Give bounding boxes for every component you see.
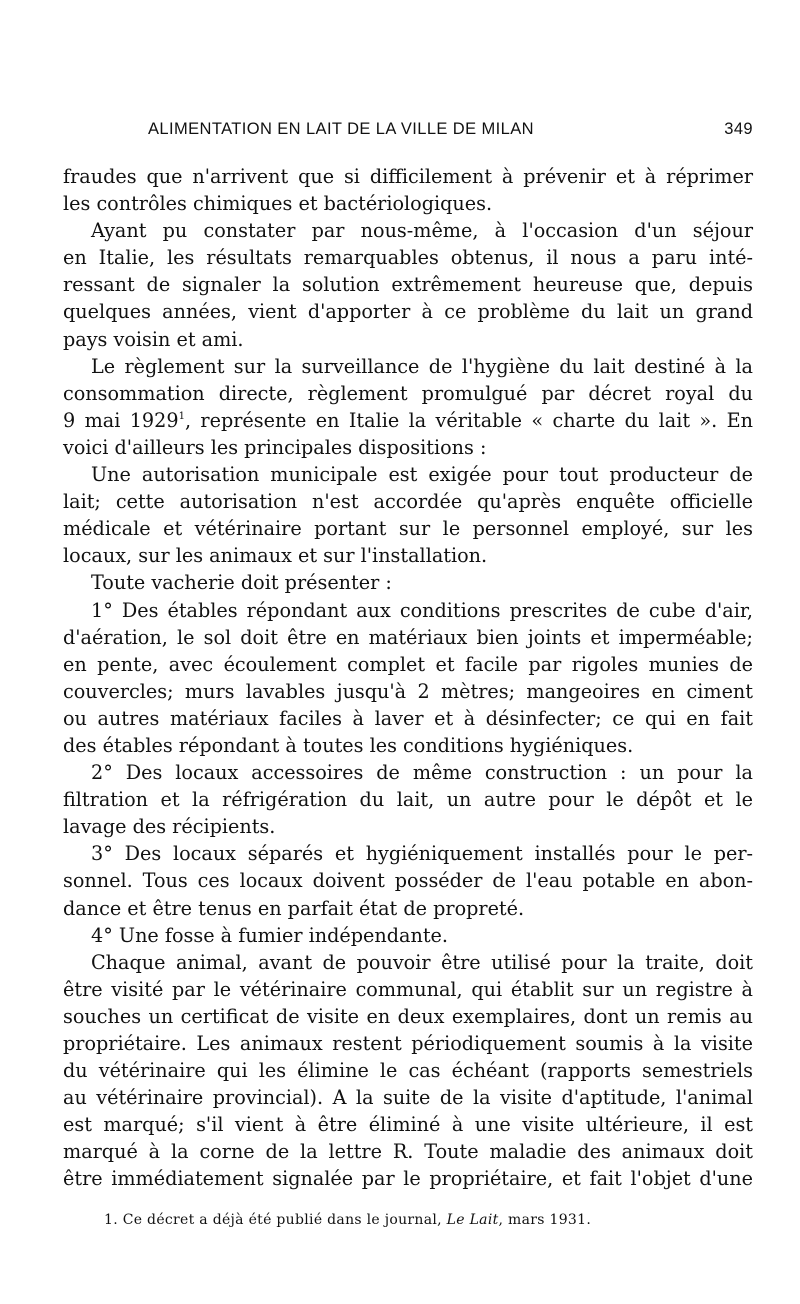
text-line — [63, 759, 753, 786]
text-line — [63, 542, 753, 569]
line-text: Le règlement sur la surveillance de l'hygiène du lait destiné à la — [91, 354, 753, 378]
text-line — [63, 1057, 753, 1084]
line-text: souches un certificat de visite en deux exemplaires, dont un remis au — [63, 1004, 753, 1028]
text-line — [63, 651, 753, 678]
text-line — [63, 949, 753, 976]
line-text: fraudes que n'arrivent que si difficilement à prévenir et à réprimer — [63, 165, 753, 188]
line-text: Ayant pu constater par nous-même, à l'occasion d'un séjour — [91, 219, 753, 243]
text-line — [63, 1003, 753, 1030]
text-line — [63, 976, 753, 1003]
footnote-text: 1. Ce décret a déjà été publié dans le journal, — [104, 1212, 447, 1228]
line-text: les contrôles chimiques et bactériologiques. — [63, 192, 493, 216]
text-line — [63, 705, 753, 732]
line-text: du vétérinaire qui les élimine le cas échéant (rapports semestriels — [63, 1059, 753, 1083]
text-line — [63, 244, 753, 271]
text-line — [63, 678, 753, 705]
text-line — [63, 298, 753, 325]
line-text: en Italie, les résultats remarquables obtenus, il nous a paru inté- — [63, 246, 753, 270]
line-text: être immédiatement signalée par le propriétaire, et fait l'objet d'une — [63, 1167, 753, 1191]
line-text: pays voisin et ami. — [63, 327, 244, 351]
line-text: sonnel. Tous ces locaux doivent posséder de l'eau potable en abon- — [63, 869, 753, 893]
text-line — [63, 461, 753, 488]
text-line — [63, 597, 753, 624]
line-text: 1° Des étables répondant aux conditions prescrites de cube d'air, — [91, 598, 753, 622]
line-text: consommation directe, règlement promulgué par décret royal du — [63, 381, 753, 405]
line-text: 3° Des locaux séparés et hygiéniquement installés pour le per- — [91, 842, 753, 866]
line-text: 4° Une fosse à fumier indépendante. — [91, 923, 449, 947]
line-text: voici d'ailleurs les principales dispositions : — [63, 435, 487, 459]
line-text: est marqué; s'il vient à être éliminé à une visite ultérieure, il est — [63, 1113, 753, 1137]
text-line — [63, 1165, 753, 1192]
line-text: quelques années, vient d'apporter à ce problème du lait un grand — [63, 300, 753, 324]
line-text-continued: , représente en Italie la véritable « charte du lait ». En — [184, 408, 753, 432]
line-text: lavage des récipients. — [63, 815, 276, 839]
line-text: 9 mai 1929 — [63, 408, 179, 432]
text-line — [63, 840, 753, 867]
running-header — [148, 120, 753, 144]
text-line — [63, 1084, 753, 1111]
body-text — [63, 163, 753, 1193]
text-line — [63, 786, 753, 813]
line-text: filtration et la réfrigération du lait, un autre pour le dépôt et le — [63, 788, 753, 812]
text-line — [63, 1111, 753, 1138]
line-text: Chaque animal, avant de pouvoir être utilisé pour la traite, doit — [91, 950, 753, 974]
line-text: propriétaire. Les animaux restent périodiquement soumis à la visite — [63, 1032, 753, 1055]
text-line — [63, 624, 753, 651]
text-line — [63, 380, 753, 407]
text-line — [63, 434, 753, 461]
footnote — [104, 1212, 591, 1228]
line-text: médicale et vétérinaire portant sur le personnel employé, sur les — [63, 517, 753, 541]
line-text: des étables répondant à toutes les conditions hygiéniques. — [63, 733, 634, 757]
text-line — [63, 271, 753, 298]
text-line — [63, 1030, 753, 1057]
footnote-journal-title: Le Lait — [446, 1212, 499, 1228]
line-text: d'aération, le sol doit être en matériaux bien joints et imperméable; — [63, 625, 753, 649]
text-line — [63, 163, 753, 190]
text-line — [63, 813, 753, 840]
text-line — [63, 895, 753, 922]
text-line — [63, 1138, 753, 1165]
line-text: dance et être tenus en parfait état de propreté. — [63, 896, 525, 920]
text-line — [63, 867, 753, 894]
line-text: au vétérinaire provincial). A la suite de la visite d'aptitude, l'animal — [63, 1086, 753, 1110]
line-text: 2° Des locaux accessoires de même construction : un pour la — [91, 761, 753, 785]
text-line — [63, 190, 753, 217]
line-text: locaux, sur les animaux et sur l'installation. — [63, 544, 488, 568]
page-number: 349 — [724, 120, 753, 138]
text-line — [63, 732, 753, 759]
text-line — [63, 488, 753, 515]
line-text: Toute vacherie doit présenter : — [91, 571, 392, 595]
text-line — [63, 326, 753, 353]
text-line — [63, 217, 753, 244]
text-line — [63, 353, 753, 380]
text-line — [63, 569, 753, 596]
line-text: lait; cette autorisation n'est accordée qu'après enquête officielle — [63, 490, 753, 514]
footnote-ref: 1 — [178, 410, 185, 422]
line-text: en pente, avec écoulement complet et facile par rigoles munies de — [63, 652, 753, 676]
line-text: ou autres matériaux faciles à laver et à désinfecter; ce qui en fait — [63, 706, 753, 730]
text-line — [63, 922, 753, 949]
line-text: Une autorisation municipale est exigée pour tout producteur de — [91, 463, 753, 487]
text-line — [63, 407, 753, 434]
line-text: marqué à la corne de la lettre R. Toute maladie des animaux doit — [63, 1140, 753, 1164]
line-text: ressant de signaler la solution extrêmement heureuse que, depuis — [63, 273, 753, 297]
line-text: être visité par le vétérinaire communal, qui établit sur un registre à — [63, 977, 753, 1001]
running-title: ALIMENTATION EN LAIT DE LA VILLE DE MILAN — [148, 120, 534, 138]
line-text: couvercles; murs lavables jusqu'à 2 mètres; mangeoires en ciment — [63, 679, 753, 703]
text-line — [63, 515, 753, 542]
footnote-date: , mars 1931. — [498, 1212, 592, 1228]
